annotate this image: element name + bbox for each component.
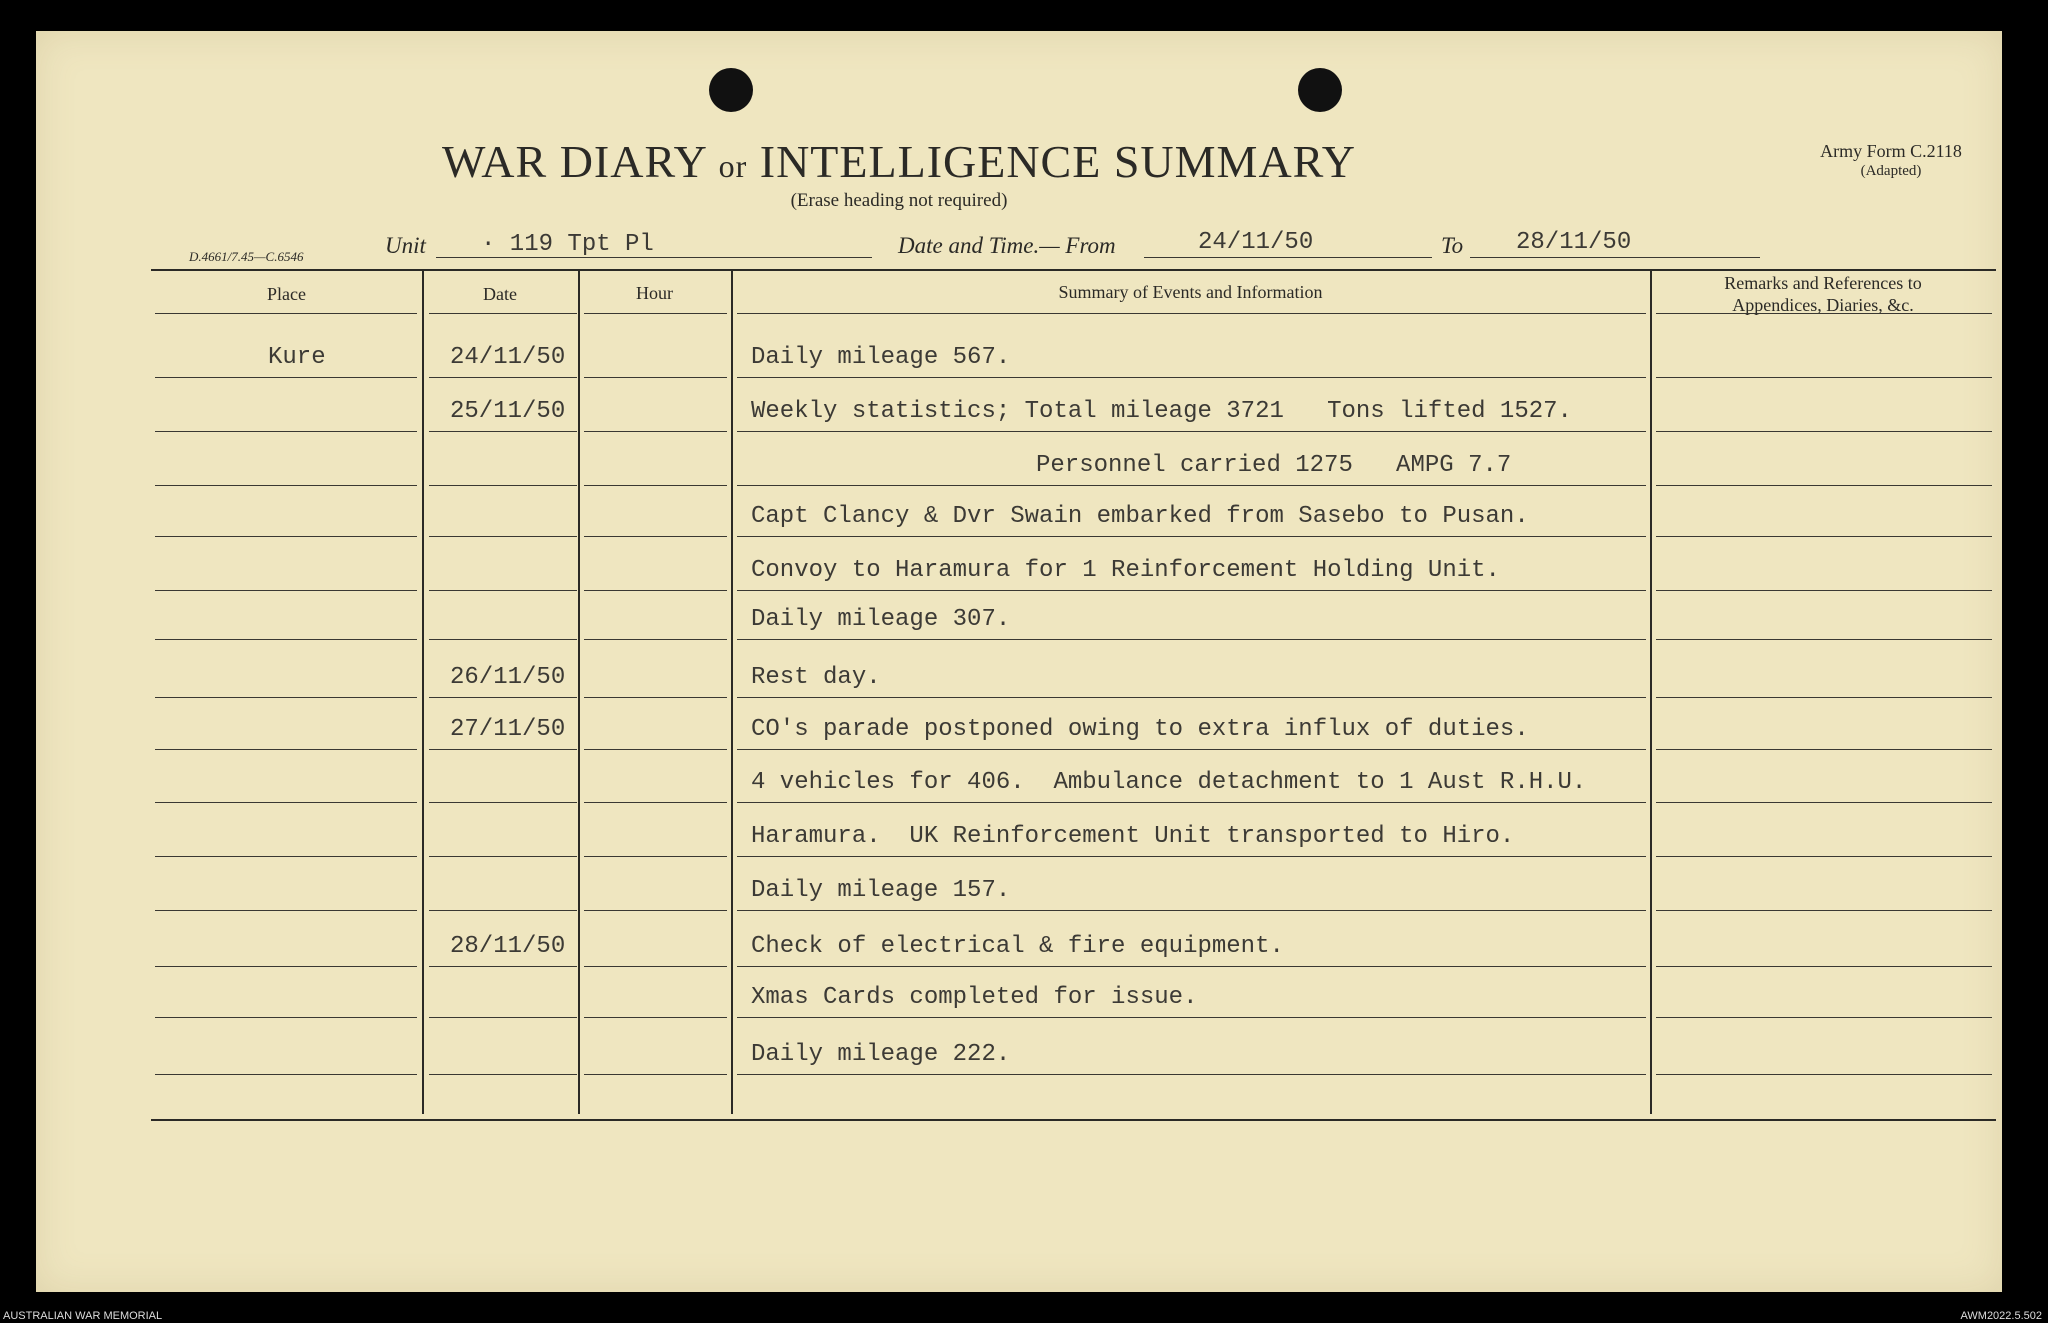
row-rule	[584, 966, 727, 967]
row-rule	[737, 910, 1646, 911]
header-underline	[1656, 313, 1992, 314]
row-rule	[584, 377, 727, 378]
row-rule	[737, 749, 1646, 750]
row-rule	[429, 697, 577, 698]
row-rule	[429, 485, 577, 486]
row-rule	[1656, 536, 1992, 537]
form-code: D.4661/7.45—C.6546	[189, 249, 304, 264]
row-rule	[429, 910, 577, 911]
row-rule	[1656, 802, 1992, 803]
row-rule	[155, 639, 417, 640]
table-bottom-rule	[151, 1119, 1996, 1121]
row-rule	[584, 1074, 727, 1075]
row-rule	[155, 910, 417, 911]
column-divider-date	[578, 269, 580, 1114]
column-header-date: Date	[483, 284, 517, 304]
row-summary: Rest day.	[751, 664, 881, 691]
row-rule	[155, 856, 417, 857]
unit-value: · 119 Tpt Pl	[481, 231, 654, 258]
title-or: or	[718, 148, 748, 184]
row-rule	[155, 966, 417, 967]
row-rule	[584, 697, 727, 698]
row-rule	[155, 536, 417, 537]
row-rule	[584, 856, 727, 857]
row-summary: Personnel carried 1275 AMPG 7.7	[1036, 452, 1512, 479]
header-underline	[429, 313, 577, 314]
row-rule	[1656, 856, 1992, 857]
row-rule	[1656, 639, 1992, 640]
row-rule	[737, 802, 1646, 803]
row-summary: Capt Clancy & Dvr Swain embarked from Sasebo to Pusan.	[751, 503, 1529, 530]
to-underline	[1470, 257, 1760, 258]
row-rule	[737, 1017, 1646, 1018]
row-rule	[429, 639, 577, 640]
header-underline	[155, 313, 417, 314]
row-rule	[737, 1074, 1646, 1075]
row-rule	[429, 856, 577, 857]
row-date: 24/11/50	[450, 344, 566, 371]
row-summary: Convoy to Haramura for 1 Reinforcement Holding Unit.	[751, 557, 1500, 584]
row-rule	[737, 377, 1646, 378]
column-header-place: Place	[267, 284, 306, 304]
row-summary: Daily mileage 307.	[751, 606, 1011, 633]
row-summary: Haramura. UK Reinforcement Unit transported to Hiro.	[751, 823, 1515, 850]
row-rule	[584, 802, 727, 803]
subtitle: (Erase heading not required)	[790, 190, 1008, 211]
row-rule	[584, 431, 727, 432]
row-summary: Xmas Cards completed for issue.	[751, 984, 1198, 1011]
row-rule	[737, 856, 1646, 857]
row-rule	[429, 1017, 577, 1018]
row-rule	[584, 749, 727, 750]
footer-source: AUSTRALIAN WAR MEMORIAL	[3, 1310, 163, 1322]
row-rule	[584, 536, 727, 537]
row-rule	[429, 966, 577, 967]
row-rule	[1656, 1017, 1992, 1018]
row-rule	[584, 590, 727, 591]
row-rule	[155, 1017, 417, 1018]
row-date: 25/11/50	[450, 398, 566, 425]
row-rule	[584, 485, 727, 486]
row-rule	[737, 590, 1646, 591]
row-rule	[155, 1074, 417, 1075]
row-rule	[737, 966, 1646, 967]
row-rule	[429, 590, 577, 591]
row-rule	[155, 590, 417, 591]
page-title	[36, 135, 1762, 188]
row-summary: Check of electrical & fire equipment.	[751, 933, 1284, 960]
row-date: 27/11/50	[450, 716, 566, 743]
row-rule	[1656, 966, 1992, 967]
date-time-from-label: Date and Time.— From	[898, 233, 1116, 258]
row-rule	[429, 802, 577, 803]
row-rule	[584, 639, 727, 640]
row-summary: Weekly statistics; Total mileage 3721 Tons lifted 1527.	[751, 398, 1572, 425]
header-underline	[584, 313, 727, 314]
army-form-label	[1776, 141, 2006, 181]
row-rule	[584, 910, 727, 911]
to-label: To	[1441, 233, 1464, 258]
row-rule	[1656, 590, 1992, 591]
row-rule	[429, 536, 577, 537]
row-rule	[1656, 697, 1992, 698]
row-rule	[429, 377, 577, 378]
row-summary: Daily mileage 157.	[751, 877, 1011, 904]
unit-label: Unit	[385, 233, 426, 258]
footer-reference: AWM2022.5.502	[1960, 1310, 2042, 1322]
header-underline	[737, 313, 1646, 314]
row-date: 28/11/50	[450, 933, 566, 960]
row-summary: 4 vehicles for 406. Ambulance detachment to 1 Aust R.H.U.	[751, 769, 1587, 796]
remarks-header-line2: Appendices, Diaries, &c.	[1732, 295, 1914, 315]
column-divider-summary	[1650, 269, 1652, 1114]
from-underline	[1144, 257, 1432, 258]
row-rule	[429, 749, 577, 750]
remarks-header-line1: Remarks and References to	[1724, 273, 1922, 293]
row-rule	[155, 802, 417, 803]
row-rule	[155, 377, 417, 378]
punch-hole	[1298, 68, 1342, 112]
column-header-summary: Summary of Events and Information	[1058, 282, 1323, 302]
row-rule	[1656, 377, 1992, 378]
row-date: 26/11/50	[450, 664, 566, 691]
row-rule	[1656, 485, 1992, 486]
row-summary: CO's parade postponed owing to extra influx of duties.	[751, 716, 1529, 743]
title-intelligence-summary: INTELLIGENCE SUMMARY	[759, 136, 1357, 187]
title-war-diary: WAR DIARY	[441, 136, 707, 187]
row-rule	[737, 536, 1646, 537]
row-summary: Daily mileage 567.	[751, 344, 1011, 371]
column-divider-place	[422, 269, 424, 1114]
table-top-rule	[151, 269, 1996, 271]
row-rule	[584, 1017, 727, 1018]
row-place: Kure	[268, 344, 326, 371]
column-header-remarks	[1650, 272, 1996, 316]
row-rule	[155, 697, 417, 698]
row-rule	[1656, 431, 1992, 432]
row-rule	[429, 431, 577, 432]
row-rule	[155, 485, 417, 486]
from-date-value: 24/11/50	[1198, 229, 1314, 256]
row-rule	[155, 431, 417, 432]
column-header-hour: Hour	[636, 283, 673, 303]
diary-page	[36, 31, 2002, 1292]
row-rule	[429, 1074, 577, 1075]
row-summary: Daily mileage 222.	[751, 1041, 1011, 1068]
row-rule	[1656, 1074, 1992, 1075]
row-rule	[737, 431, 1646, 432]
row-rule	[737, 639, 1646, 640]
row-rule	[737, 697, 1646, 698]
column-divider-hour	[731, 269, 733, 1114]
row-rule	[155, 749, 417, 750]
army-form-number: Army Form C.2118	[1820, 141, 1962, 161]
row-rule	[737, 485, 1646, 486]
to-date-value: 28/11/50	[1516, 229, 1632, 256]
punch-hole	[709, 68, 753, 112]
army-form-adapted: (Adapted)	[1860, 163, 1922, 179]
row-rule	[1656, 910, 1992, 911]
row-rule	[1656, 749, 1992, 750]
